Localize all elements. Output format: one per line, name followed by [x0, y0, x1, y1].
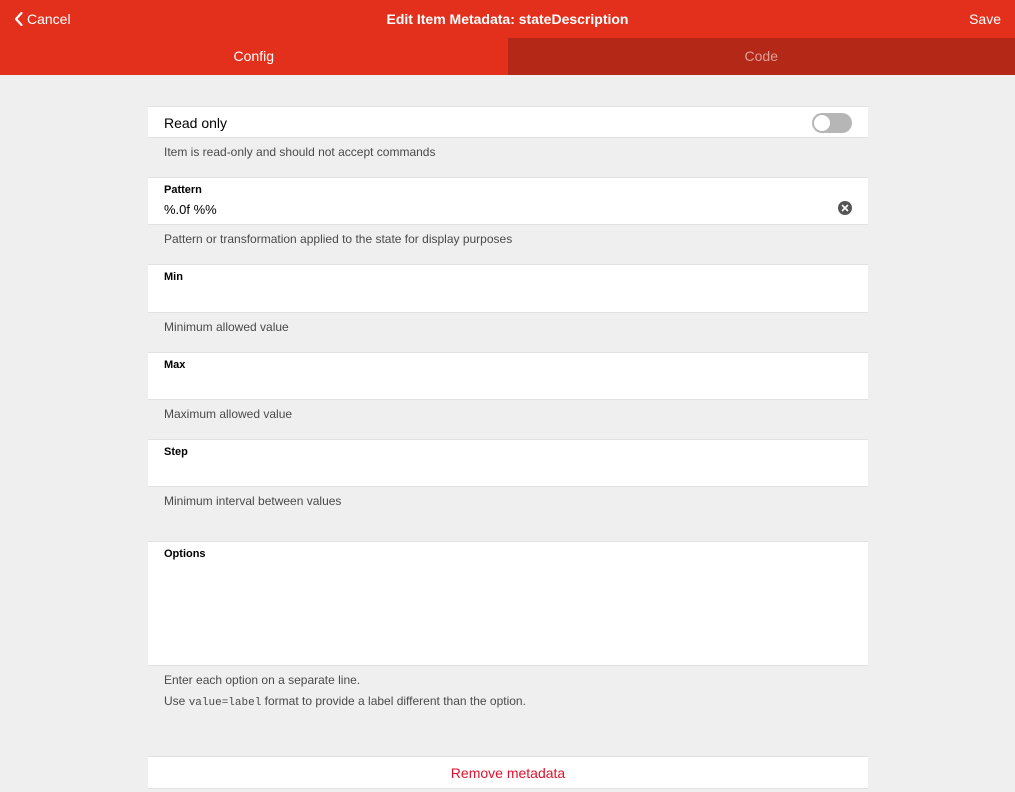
toggle-knob: [814, 115, 830, 131]
read-only-hint: Item is read-only and should not accept commands: [164, 145, 436, 159]
remove-row: [148, 756, 868, 789]
pattern-label: Pattern: [164, 184, 202, 196]
max-hint: Maximum allowed value: [164, 407, 293, 421]
options-hint-line1: Enter each option on a separate line.: [164, 673, 361, 687]
tab-bar: [0, 38, 1015, 75]
min-field: [148, 264, 868, 313]
options-hint-suffix: format to provide a label different than the option.: [261, 694, 526, 708]
pattern-input[interactable]: [164, 200, 824, 218]
min-input[interactable]: [164, 287, 824, 305]
cancel-button[interactable]: [14, 0, 71, 38]
options-label: Options: [164, 548, 206, 560]
max-field: [148, 352, 868, 400]
options-textarea[interactable]: [164, 568, 854, 658]
options-field: [148, 541, 868, 666]
tab-config[interactable]: Config: [0, 38, 508, 75]
options-hint-prefix: Use: [164, 694, 189, 708]
chevron-left-icon: [14, 12, 23, 26]
remove-metadata-button[interactable]: Remove metadata: [450, 765, 566, 781]
max-input[interactable]: [164, 375, 824, 393]
page-title: Edit Item Metadata: stateDescription: [386, 11, 629, 27]
step-label: Step: [164, 446, 188, 458]
step-field: [148, 439, 868, 487]
read-only-row: [148, 106, 868, 138]
read-only-label: Read only: [164, 115, 228, 131]
clear-circle-icon[interactable]: [838, 201, 852, 215]
min-hint: Minimum allowed value: [164, 320, 289, 334]
pattern-field: [148, 177, 868, 225]
save-button[interactable]: Save: [969, 11, 1001, 27]
step-input[interactable]: [164, 462, 824, 480]
navbar: [0, 0, 1015, 38]
pattern-hint: Pattern or transformation applied to the state for display purposes: [164, 232, 513, 246]
options-hint-code: value=label: [188, 697, 262, 709]
tab-code[interactable]: Code: [508, 38, 1015, 75]
read-only-toggle[interactable]: [812, 113, 852, 133]
options-hint-line2: [164, 694, 526, 709]
min-label: Min: [164, 271, 183, 283]
max-label: Max: [164, 359, 186, 371]
step-hint: Minimum interval between values: [164, 494, 342, 508]
cancel-label: Cancel: [27, 11, 71, 27]
